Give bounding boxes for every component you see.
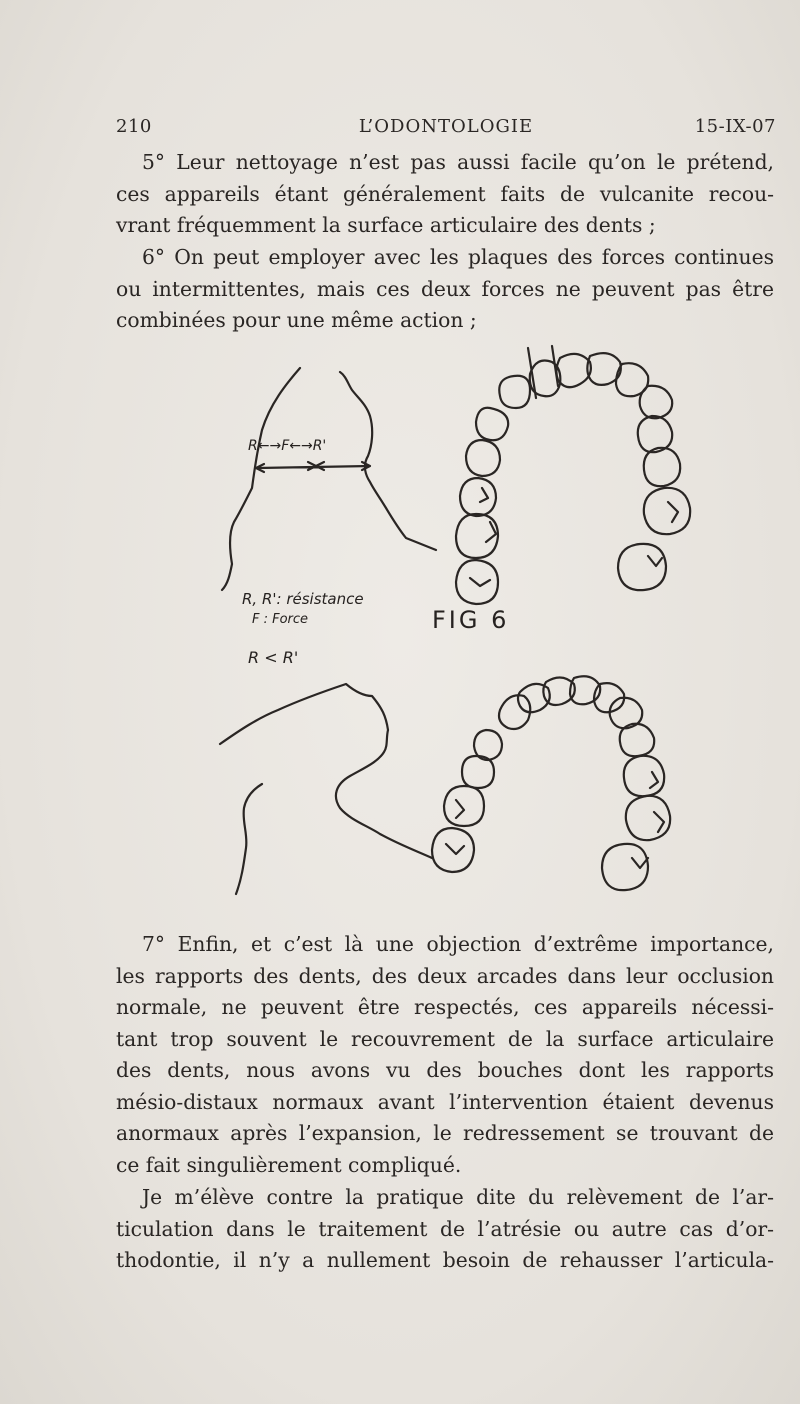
text-line: les rapports des dents, des deux arcades dans leur occlusion [116, 963, 774, 988]
text-line: vrant fréquemment la surface articulaire des dents ; [116, 213, 656, 237]
issue-date: 15-IX-07 [694, 116, 776, 137]
text-line: normale, ne peuvent être respectés, ces appareils nécessi- [116, 995, 774, 1019]
text-line: 5° Leur nettoyage n’est pas aussi facile qu’on le prétend, [142, 150, 774, 174]
text-line: des dents, nous avons vu des bouches dont les rapports [116, 1058, 774, 1082]
paragraph-5 [116, 147, 774, 242]
resistance-relation: R < R' [248, 648, 299, 667]
text-line: mésio-distaux normaux avant l’intervention étaient devenus [116, 1089, 774, 1114]
palate-outline-lower [220, 684, 432, 894]
force-arrow-label: R←→F←→R' [248, 438, 327, 454]
paragraph-8 [116, 1182, 774, 1277]
text-line: 7° Enfin, et c’est là une objection d’extrême importance, [142, 932, 774, 956]
running-header [116, 116, 776, 146]
arrow-stroke [256, 462, 370, 472]
text-line: tant trop souvent le recouvrement de la surface articulaire [116, 1026, 774, 1051]
text-line: thodontie, il n’y a nullement besoin de rehausser l’articula- [116, 1248, 774, 1272]
legend-force: F : Force [252, 612, 309, 627]
upper-arch-teeth [456, 353, 690, 604]
text-line: ticulation dans le traitement de l’atrésie ou autre cas d’or- [116, 1216, 774, 1241]
legend-resistance: R, R': résistance [242, 590, 364, 608]
text-line: ces appareils étant généralement faits de vulcanite recou- [116, 181, 774, 206]
paragraph-6 [116, 242, 774, 337]
figure-caption: FIG 6 [432, 606, 510, 634]
text-line: anormaux après l’expansion, le redressement se trouvant de [116, 1121, 774, 1145]
palate-outline-upper [222, 368, 436, 590]
journal-title: L’ODONTOLOGIE [358, 116, 534, 137]
paragraph-7 [116, 929, 774, 1181]
text-line: ce fait singulièrement compliqué. [116, 1152, 462, 1177]
text-line: Je m’élève contre la pratique dite du relèvement de l’ar- [142, 1185, 774, 1209]
figure-6 [200, 338, 800, 914]
text-line: 6° On peut employer avec les plaques des forces continues [142, 245, 774, 269]
text-line: combinées pour une même action ; [116, 308, 477, 332]
text-line: ou intermittentes, mais ces deux forces ne peuvent pas être [116, 276, 774, 301]
lower-arch-teeth [432, 676, 670, 890]
page-number: 210 [116, 116, 152, 137]
